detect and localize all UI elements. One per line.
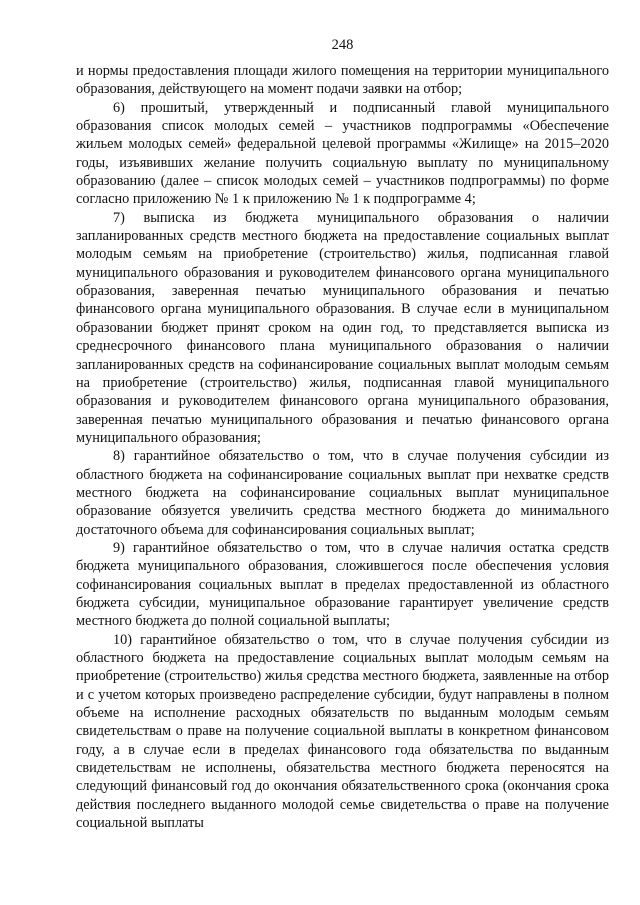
paragraph-item-6: 6) прошитый, утвержденный и подписанный главой муниципального образования список молодых семей – участников подпрограммы «Обеспечение жильем молодых семей» федеральной целевой программы «Жилище» на 2015–2020 годы, изъявивших желание получить социальную выплату по муниципальному образованию (далее – список молодых семей – участников подпрограммы) по форме согласно приложению № 1 к приложению № 1 к подпрограмме 4; [76,99,609,208]
paragraph-item-8: 8) гарантийное обязательство о том, что в случае получения субсидии из областного бюджета на софинансирование социальных выплат при нехватке средств местного бюджета на софинансирование социальных выплат муниципальное образование обязуется увеличить средства местного бюджета до минимального достаточного объема для софинансирования социальных выплат; [76,448,609,538]
paragraph-item-7: 7) выписка из бюджета муниципального образования о наличии запланированных средств местного бюджета на предоставление социальных выплат молодым семьям на приобретение (строительство) жилья, подписанная главой муниципального образования и руководителем финансового органа муниципального образования, заверенная печатью муниципального образования и печатью финансового органа муниципального образования. В случае если в муниципальном образовании бюджет принят сроком на один год, то представляется выписка из среднесрочного финансового плана муниципального образования о наличии запланированных средств на софинансирование социальных выплат молодым семьям на приобретение (строительство) жилья, подписанная главой муниципального образования и руководителем финансового органа муниципального образования, заверенная печатью муниципального образования и печатью финансового органа муниципального образования; [76,209,609,446]
paragraph-item-10: 10) гарантийное обязательство о том, что в случае получения субсидии из областного бюджета на предоставление социальных выплат молодым семьям на приобретение (строительство) жилья средства местного бюджета, заявленные на отбор и с учетом которых произведено распределение субсидии, будут направлены в полном объеме на исполнение расходных обязательств по выданным молодым семьям свидетельствам о праве на получение социальной выплаты в конкретном финансовом году, а в случае если в пределах финансового года обязательства по выданным свидетельствам не исполнены, обязательства местного бюджета переносятся на следующий финансовый год до окончания обязательственного срока (окончания срока действия последнего выданного молодой семье свидетельства о праве на получение социальной выплаты [76,631,609,832]
document-page [76,36,609,832]
page-number: 248 [331,37,354,53]
paragraph-item-9: 9) гарантийное обязательство о том, что в случае наличия остатка средств бюджета муниципального образования, сложившегося после обеспечения условия софинансирования социальных выплат в пределах предоставленной из областного бюджета субсидии, муниципальное образование гарантирует увеличение средств местного бюджета до полной социальной выплаты; [76,539,609,630]
paragraph-continuation: и нормы предоставления площади жилого помещения на территории муниципального образования, действующего на момент подачи заявки на отбор; [76,63,609,98]
